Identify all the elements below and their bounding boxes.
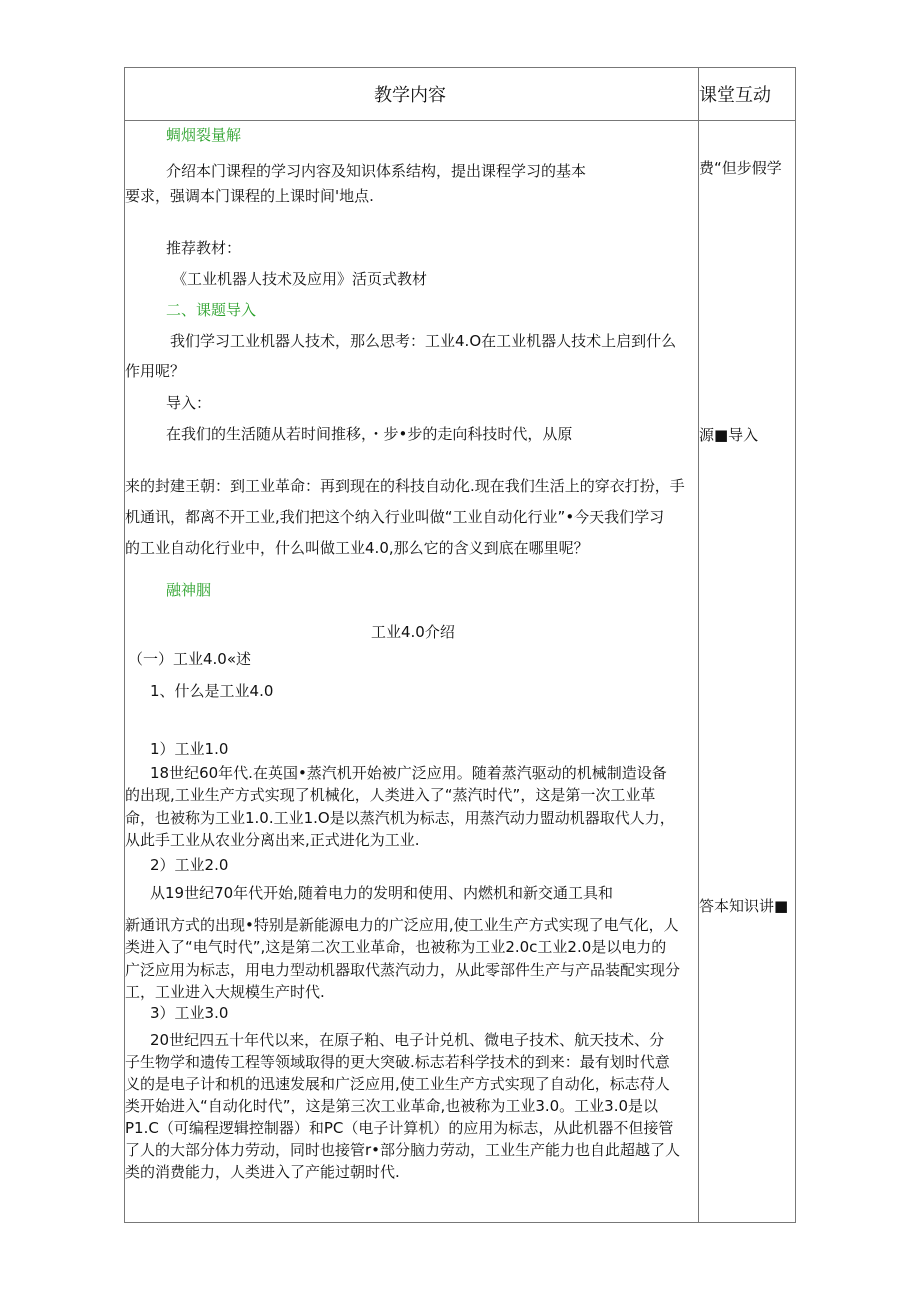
column-divider — [698, 67, 699, 1223]
paragraph: 来的封建王朝：到工业革命：再到现在的科技自动化.现在我们生活上的穿衣打扮，手 — [125, 477, 685, 495]
paragraph: 推荐教材： — [166, 239, 242, 257]
paragraph: P1.C（可编程逻辑控制器）和PC（电子计算机）的应用为标志，从此机器不但接管 — [125, 1119, 674, 1137]
paragraph: 广泛应用为标志，用电力型动机器取代蒸汽动力，从此零部件生产与产品装配实现分 — [125, 961, 681, 979]
paragraph: 作用呢？ — [125, 362, 186, 380]
paragraph: 20世纪四五十年代以来，在原子粕、电子计兑机、微电子技术、航天技术、分 — [150, 1031, 665, 1049]
subsection-title: （一）工业4.0«述 — [128, 650, 252, 668]
paragraph: 我们学习工业机器人技术，那么思考：工业4.O在工业机器人技术上启到什么 — [170, 332, 677, 350]
paragraph: 了人的大部分体力劳动，同时也接管r•部分脑力劳动，工业生产能力也自此超越了人 — [125, 1141, 681, 1159]
section2-title: 二、课题导入 — [166, 301, 257, 319]
industry3-title: 3）工业3.0 — [150, 1004, 229, 1022]
paragraph: 类的消费能力，人类进入了产能过朝时代. — [125, 1163, 400, 1181]
paragraph: 的工业自动化行业中，什么叫做工业4.0,那么它的含义到底在哪里呢？ — [125, 539, 589, 557]
side-note: 答本知识讲■ — [699, 897, 789, 915]
paragraph: 新通讯方式的出现•特别是新能源电力的广泛应用,使工业生产方式实现了电气化，人 — [125, 916, 679, 934]
paragraph: 命，也被称为工业1.0.工业1.O是以蒸汽机为标志，用蒸汽动力盟动机器取代人力， — [125, 809, 675, 827]
paragraph: 导入： — [166, 394, 212, 412]
paragraph: 类开始进入“自动化时代”，这是第三次工业革命,也被称为工业3.0。工业3.0是以 — [125, 1097, 659, 1115]
paragraph: 18世纪60年代.在英国•蒸汽机开始被广泛应用。随着蒸汽驱动的机械制造设备 — [150, 764, 667, 782]
paragraph: 类进入了“电气时代”,这是第二次工业革命，也被称为工业2.0c工业2.0是以电力的 — [125, 938, 667, 956]
side-note: 费“但步假学 — [699, 159, 782, 177]
header-interaction: 课堂互动 — [699, 85, 771, 106]
header-content: 教学内容 — [374, 85, 446, 106]
paragraph: 子生物学和遗传工程等领域取得的更大突破.标志若科学技术的到来：最有划时代意 — [125, 1053, 670, 1071]
paragraph: 的出现,工业生产方式实现了机械化，人类进入了“蒸汽时代”，这是第一次工业革 — [125, 786, 656, 804]
section3-heading: 工业4.0介绍 — [371, 623, 455, 641]
paragraph: 从此手工业从农业分离出来,正式进化为工业. — [125, 831, 420, 849]
paragraph: 《工业机器人技术及应用》活页式教材 — [172, 270, 428, 288]
paragraph: 在我们的生活随从若时间推移，・步•步的走向科技时代，从原 — [166, 425, 573, 443]
section1-title: 蜩烟裂量解 — [166, 126, 242, 144]
question-title: 1、什么是工业4.0 — [150, 682, 274, 700]
paragraph: 要求，强调本门课程的上课时间'地点. — [125, 187, 374, 205]
paragraph: 从19世纪70年代开始,随着电力的发明和使用、内燃机和新交通工具和 — [150, 884, 613, 902]
paragraph: 机通讯，都离不开工业,我们把这个纳入行业叫做“工业自动化行业”•今天我们学习 — [125, 508, 665, 526]
section3-title: 融神胭 — [166, 581, 212, 599]
header-divider — [124, 120, 796, 121]
paragraph: 介绍本门课程的学习内容及知识体系结构，提出课程学习的基本 — [166, 162, 587, 180]
industry2-title: 2）工业2.0 — [150, 856, 229, 874]
industry1-title: 1）工业1.0 — [150, 740, 229, 758]
paragraph: 义的是电子计和机的迅速发展和广泛应用,使工业生产方式实现了自动化，标志苻人 — [125, 1075, 670, 1093]
paragraph: 工，工业进入大规模生产时代. — [125, 983, 325, 1001]
side-note: 源■导入 — [699, 426, 759, 444]
